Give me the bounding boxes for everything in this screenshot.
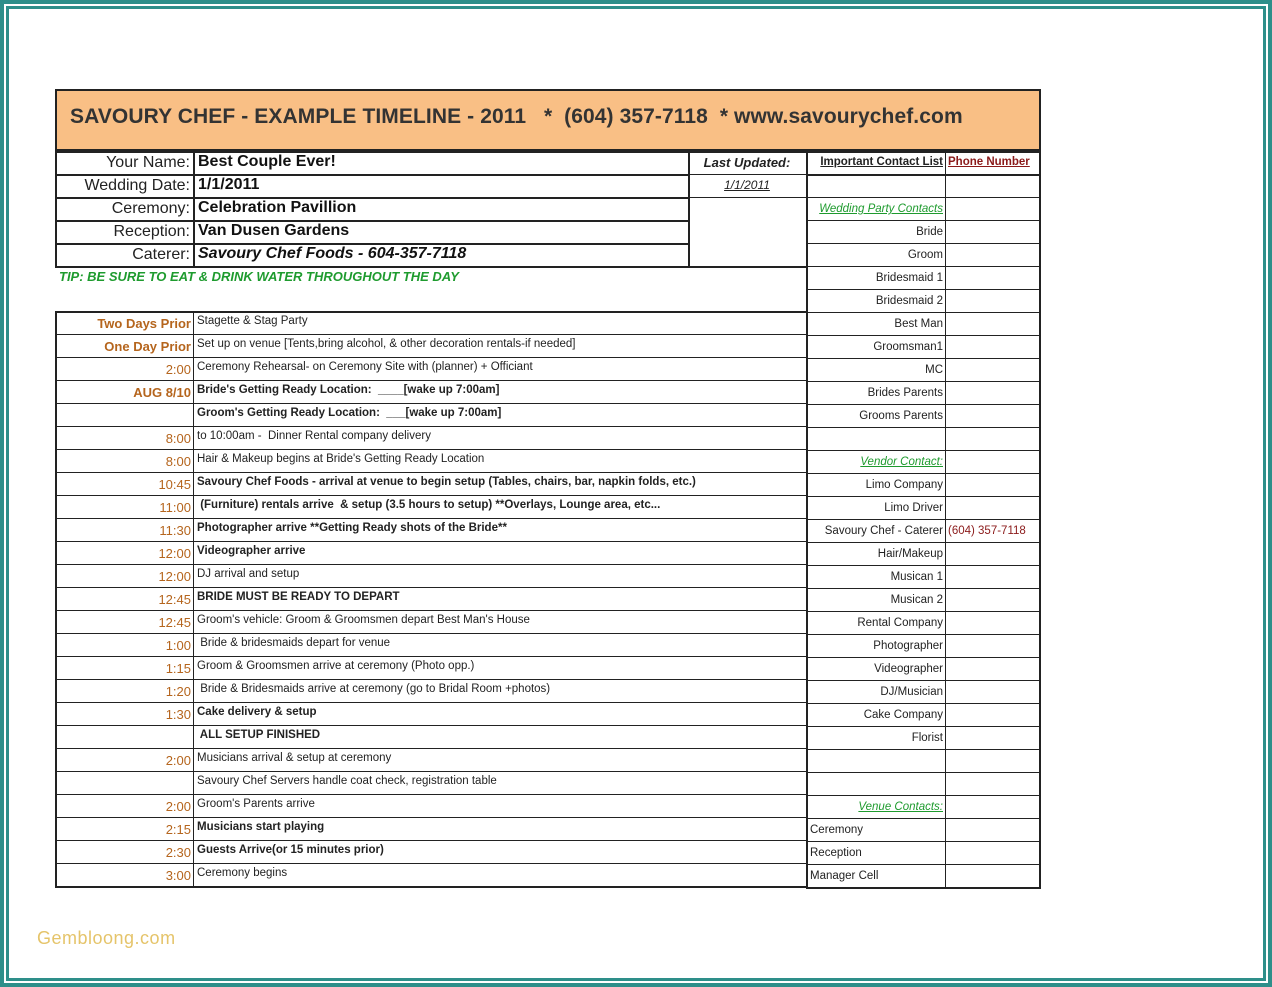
- contact-label: Florist: [911, 732, 943, 744]
- timeline-description: to 10:00am - Dinner Rental company delivery: [197, 430, 431, 442]
- contacts-row-line: [806, 404, 1041, 405]
- timeline-row-line: [55, 403, 806, 404]
- timeline-row-line: [55, 426, 806, 427]
- contacts-row-line: [806, 726, 1041, 727]
- contacts-row-line: [806, 864, 1041, 865]
- contacts-row-line: [806, 335, 1041, 336]
- contact-label: Photographer: [873, 640, 943, 652]
- timeline-description: Stagette & Stag Party: [197, 315, 308, 327]
- timeline-time-divider: [193, 311, 194, 887]
- contacts-row-line: [806, 197, 1041, 198]
- timeline-row-line: [55, 794, 806, 795]
- contacts-header-phone: Phone Number: [948, 156, 1030, 168]
- timeline-description: Ceremony Rehearsal- on Ceremony Site with (planner) + Officiant: [197, 361, 533, 373]
- info-value: Best Couple Ever!: [198, 153, 336, 170]
- info-lastupdated-line: [688, 174, 806, 175]
- timeline-row-line: [55, 702, 806, 703]
- contacts-row-line: [806, 266, 1041, 267]
- contacts-row-line: [806, 772, 1041, 773]
- page-title: SAVOURY CHEF - EXAMPLE TIMELINE - 2011 * (604) 357-7118 * www.savourychef.com: [70, 105, 963, 128]
- contact-label: Savoury Chef - Caterer: [824, 525, 943, 537]
- info-top-line: [55, 151, 806, 153]
- timeline-description: Savoury Chef Foods - arrival at venue to begin setup (Tables, chairs, bar, napkin folds, etc.): [197, 476, 696, 488]
- contacts-row-line: [806, 542, 1041, 543]
- timeline-time: 2:30: [165, 845, 191, 860]
- info-label: Wedding Date:: [84, 177, 190, 194]
- timeline-row-line: [55, 564, 806, 565]
- timeline-description: Savoury Chef Servers handle coat check, registration table: [197, 775, 497, 787]
- timeline-time: 2:15: [165, 822, 191, 837]
- timeline-time: 2:00: [165, 799, 191, 814]
- timeline-description: Musicians start playing: [197, 821, 325, 833]
- contacts-row-line: [806, 841, 1041, 842]
- timeline-description: Groom's Parents arrive: [197, 798, 315, 810]
- timeline-description: Bride & bridesmaids depart for venue: [197, 637, 391, 649]
- contact-phone: (604) 357-7118: [948, 525, 1026, 537]
- contact-label: Groomsman1: [873, 341, 943, 353]
- contacts-top-line: [806, 151, 1041, 153]
- timeline-description: (Furniture) rentals arrive & setup (3.5 hours to setup) **Overlays, Lounge area, etc...: [197, 499, 661, 511]
- contact-label: Bride: [916, 226, 943, 238]
- timeline-time: 1:15: [165, 661, 191, 676]
- contacts-header-label: Important Contact List: [820, 156, 943, 168]
- contacts-row-line: [806, 243, 1041, 244]
- contact-label: Brides Parents: [867, 387, 943, 399]
- timeline-time: 2:00: [165, 753, 191, 768]
- contacts-row-line: [806, 496, 1041, 497]
- timeline-description: Musicians arrival & setup at ceremony: [197, 752, 392, 764]
- contact-label: Rental Company: [857, 617, 943, 629]
- info-label: Caterer:: [132, 246, 190, 263]
- timeline-time: 12:00: [158, 569, 191, 584]
- timeline-description: Bride & Bridesmaids arrive at ceremony (go to Bridal Room +photos): [197, 683, 551, 695]
- timeline-time: One Day Prior: [104, 339, 191, 354]
- timeline-time: AUG 8/10: [133, 385, 191, 400]
- timeline-time: 11:30: [159, 523, 191, 538]
- timeline-row-line: [55, 633, 806, 634]
- info-lastupdated-divider: [688, 151, 690, 266]
- contact-label: MC: [925, 364, 943, 376]
- contacts-row-line: [806, 358, 1041, 359]
- info-row-line: [55, 197, 690, 199]
- timeline-row-line: [55, 334, 806, 335]
- timeline-time: 8:00: [165, 431, 191, 446]
- contacts-row-line: [806, 611, 1041, 612]
- timeline-row-line: [55, 679, 806, 680]
- contact-label: Manager Cell: [810, 870, 879, 882]
- timeline-row-line: [55, 610, 806, 611]
- contacts-row-line: [806, 519, 1041, 520]
- contacts-right-line: [1039, 151, 1041, 888]
- contacts-row-line: [806, 450, 1041, 451]
- info-left-line: [55, 151, 57, 268]
- timeline-description: Cake delivery & setup: [197, 706, 317, 718]
- timeline-time: 2:00: [165, 362, 191, 377]
- timeline-description: DJ arrival and setup: [197, 568, 300, 580]
- timeline-time: 10:45: [158, 477, 191, 492]
- contact-label: Musican 2: [890, 594, 943, 606]
- info-label: Reception:: [113, 223, 190, 240]
- timeline-description: Groom's Getting Ready Location: ___[wake up 7:00am]: [197, 407, 502, 419]
- timeline-row-line: [55, 863, 806, 864]
- contacts-row-line: [806, 220, 1041, 221]
- contacts-row-line: [806, 473, 1041, 474]
- timeline-row-line: [55, 449, 806, 450]
- timeline-time: 3:00: [165, 868, 191, 883]
- contact-label: Bridesmaid 2: [875, 295, 943, 307]
- info-row-line: [55, 174, 690, 176]
- contacts-row-line: [806, 427, 1041, 428]
- timeline-description: Guests Arrive(or 15 minutes prior): [197, 844, 384, 856]
- info-value: Celebration Pavillion: [198, 199, 357, 216]
- timeline-row-line: [55, 725, 806, 726]
- timeline-row-line: [55, 495, 806, 496]
- timeline-row-line: [55, 587, 806, 588]
- timeline-description: Bride's Getting Ready Location: ____[wake up 7:00am]: [197, 384, 500, 396]
- timeline-top-line: [55, 311, 806, 313]
- contacts-row-line: [806, 634, 1041, 635]
- contact-label: Ceremony: [810, 824, 864, 836]
- timeline-row-line: [55, 518, 806, 519]
- contacts-bottom-line: [806, 887, 1041, 889]
- contacts-divider-line: [945, 151, 946, 888]
- contacts-row-line: [806, 680, 1041, 681]
- contact-label: Best Man: [894, 318, 943, 330]
- contact-label: Vendor Contact:: [860, 456, 943, 468]
- timeline-time: 1:20: [165, 684, 191, 699]
- timeline-description: ALL SETUP FINISHED: [197, 729, 321, 741]
- info-label-divider: [193, 151, 195, 266]
- timeline-left-line: [55, 311, 57, 887]
- contact-label: Groom: [907, 249, 943, 261]
- contact-label: Limo Driver: [884, 502, 943, 514]
- contacts-left-line: [806, 151, 808, 888]
- timeline-row-line: [55, 380, 806, 381]
- timeline-time: 12:45: [158, 592, 191, 607]
- contacts-row-line: [806, 657, 1041, 658]
- timeline-row-line: [55, 817, 806, 818]
- timeline-row-line: [55, 357, 806, 358]
- timeline-description: Hair & Makeup begins at Bride's Getting Ready Location: [197, 453, 485, 465]
- info-row-line: [55, 220, 690, 222]
- contact-label: Venue Contacts:: [858, 801, 943, 813]
- timeline-bottom-line: [55, 886, 806, 888]
- timeline-description: Videographer arrive: [197, 545, 306, 557]
- timeline-time: 1:30: [165, 707, 191, 722]
- timeline-time: Two Days Prior: [97, 316, 191, 331]
- timeline-description: Set up on venue [Tents,bring alcohol, & other decoration rentals-if needed]: [197, 338, 576, 350]
- contacts-row-line: [806, 312, 1041, 313]
- contact-label: Bridesmaid 1: [875, 272, 943, 284]
- info-label: Ceremony:: [111, 200, 190, 217]
- timeline-description: Photographer arrive **Getting Ready shots of the Bride**: [197, 522, 507, 534]
- timeline-description: BRIDE MUST BE READY TO DEPART: [197, 591, 400, 603]
- contacts-row-line: [806, 749, 1041, 750]
- info-label: Your Name:: [106, 154, 190, 171]
- contacts-row-line: [806, 795, 1041, 796]
- contact-label: Cake Company: [863, 709, 943, 721]
- timeline-time: 11:00: [159, 500, 191, 515]
- contacts-row-line: [806, 289, 1041, 290]
- tip-text: TIP: BE SURE TO EAT & DRINK WATER THROUGHOUT THE DAY: [59, 269, 459, 284]
- timeline-time: 12:00: [158, 546, 191, 561]
- contact-label: Videographer: [874, 663, 943, 675]
- contact-label: Reception: [810, 847, 862, 859]
- timeline-row-line: [55, 656, 806, 657]
- contact-label: Musican 1: [890, 571, 943, 583]
- timeline-row-line: [55, 748, 806, 749]
- contacts-row-line: [806, 703, 1041, 704]
- last-updated-value: 1/1/2011: [724, 178, 770, 192]
- contacts-row-line: [806, 174, 1041, 176]
- last-updated-label: Last Updated:: [703, 155, 791, 170]
- contact-label: Grooms Parents: [859, 410, 943, 422]
- timeline-row-line: [55, 771, 806, 772]
- info-row-line: [55, 266, 806, 268]
- contacts-row-line: [806, 818, 1041, 819]
- contact-label: Limo Company: [865, 479, 943, 491]
- timeline-row-line: [55, 840, 806, 841]
- timeline-row-line: [55, 472, 806, 473]
- timeline-time: 12:45: [158, 615, 191, 630]
- timeline-description: Groom & Groomsmen arrive at ceremony (Photo opp.): [197, 660, 475, 672]
- info-value: Savoury Chef Foods - 604-357-7118: [198, 245, 467, 262]
- contact-label: Wedding Party Contacts: [819, 203, 943, 215]
- contact-label: DJ/Musician: [880, 686, 943, 698]
- timeline-time: 1:00: [165, 638, 191, 653]
- info-value: 1/1/2011: [198, 176, 260, 193]
- contact-label: Hair/Makeup: [877, 548, 943, 560]
- timeline-description: Groom's vehicle: Groom & Groomsmen depart Best Man's House: [197, 614, 530, 626]
- timeline-time: 8:00: [165, 454, 191, 469]
- info-lastupdated-line: [688, 197, 806, 198]
- timeline-row-line: [55, 541, 806, 542]
- contacts-row-line: [806, 588, 1041, 589]
- info-value: Van Dusen Gardens: [198, 222, 350, 239]
- contacts-row-line: [806, 565, 1041, 566]
- contacts-row-line: [806, 381, 1041, 382]
- watermark: Gembloong.com: [37, 928, 176, 948]
- timeline-description: Ceremony begins: [197, 867, 288, 879]
